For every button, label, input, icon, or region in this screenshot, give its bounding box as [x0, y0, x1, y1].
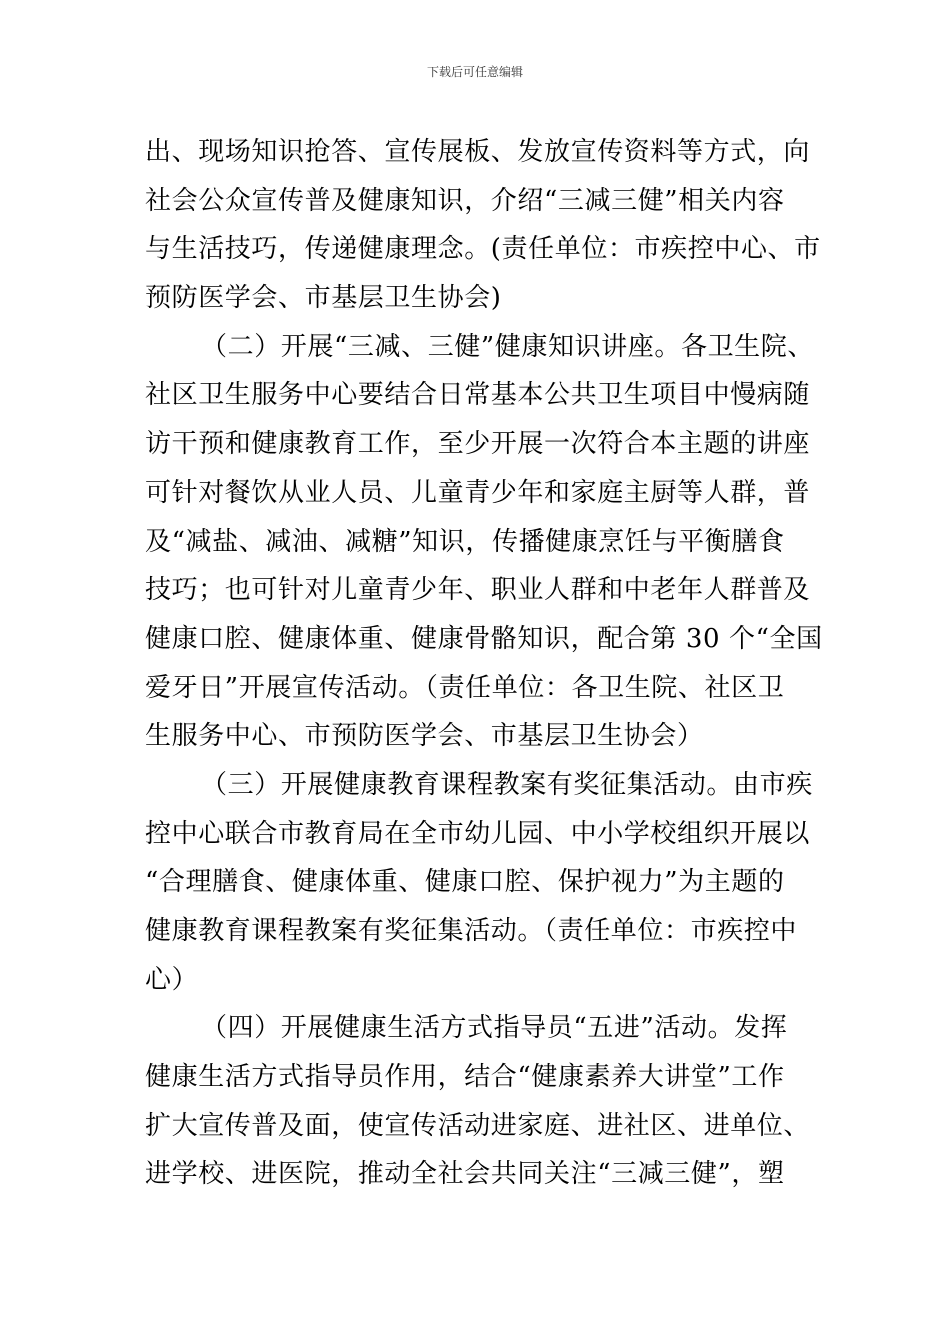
paragraph-start-line: （二）开展“三减、三健”健康知识讲座。各卫生院、: [201, 331, 814, 362]
text-line: 及“减盐、减油、减糖”知识，传播健康烹饪与平衡膳食: [145, 526, 785, 557]
text-line: 健康教育课程教案有奖征集活动。（责任单位：市疾控中: [145, 916, 798, 946]
paragraph-start-line: （三）开展健康教育课程教案有奖征集活动。由市疾: [201, 769, 813, 800]
text-line: 爱牙日”开展宣传活动。（责任单位：各卫生院、社区卫: [145, 672, 785, 703]
text-line: 心）: [145, 964, 199, 995]
text-line: 控中心联合市教育局在全市幼儿园、中小学校组织开展以: [145, 818, 811, 849]
page-header: 下载后可任意编辑: [426, 65, 523, 79]
text-line: 扩大宣传普及面，使宣传活动进家庭、进社区、进单位、: [145, 1110, 811, 1141]
text-line: 出、现场知识抢答、宣传展板、发放宣传资料等方式，向: [145, 137, 811, 167]
text-line: “合理膳食、健康体重、健康口腔、保护视力”为主题的: [145, 867, 785, 898]
text-line: 生服务中心、市预防医学会、市基层卫生协会）: [145, 721, 704, 752]
text-line: 访干预和健康教育工作，至少开展一次符合本主题的讲座: [145, 429, 811, 460]
paragraph-start-line: （四）开展健康生活方式指导员“五进”活动。发挥: [201, 1013, 788, 1044]
text-line: 技巧；也可针对儿童青少年、职业人群和中老年人群普及: [145, 575, 811, 606]
text-line: 可针对餐饮从业人员、儿童青少年和家庭主厨等人群，普: [145, 477, 811, 508]
text-line: 健康口腔、健康体重、健康骨骼知识，配合第 30 个“全国: [145, 623, 823, 654]
text-line: 与生活技巧，传递健康理念。(责任单位：市疾控中心、市: [145, 234, 821, 265]
text-line: 进学校、进医院，推动全社会共同关注“三减三健”，塑: [145, 1159, 785, 1190]
body-text: [145, 128, 823, 1199]
text-line: 预防医学会、市基层卫生协会): [145, 283, 502, 314]
text-line: 社区卫生服务中心要结合日常基本公共卫生项目中慢病随: [145, 380, 811, 411]
text-line: 社会公众宣传普及健康知识，介绍“三减三健”相关内容: [145, 185, 785, 216]
text-line: 健康生活方式指导员作用，结合“健康素养大讲堂”工作: [145, 1062, 785, 1093]
